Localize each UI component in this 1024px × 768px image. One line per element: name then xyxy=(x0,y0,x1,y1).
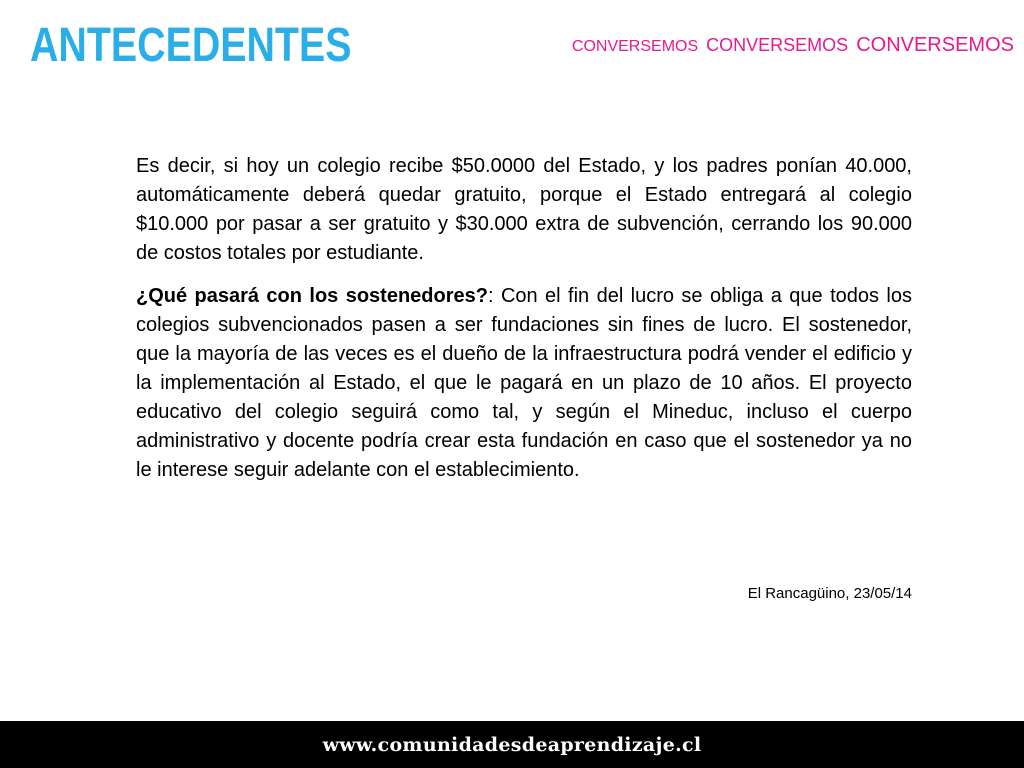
source-citation: El Rancagüino, 23/05/14 xyxy=(747,585,912,602)
main-content xyxy=(136,152,912,499)
tagline xyxy=(572,34,1014,57)
paragraph-heading: ¿Qué pasará con los sostenedores? xyxy=(136,285,488,307)
page-title: ANTECEDENTES xyxy=(30,19,352,72)
tagline-word: CONVERSEMOS xyxy=(856,34,1014,56)
paragraph-text: : Con el fin del lucro se obliga a que todos los colegios subvencionados pasen a ser fundaciones sin fines de lucro. El sostenedor, que la mayoría de las veces es el dueño de la infraestructura podrá vender el edificio y la implementación al Estado, el que le pagará en un plazo de 10 años. El proyecto educativo del colegio seguirá como tal, y según el Mineduc, incluso el cuerpo administrativo y docente podría crear esta fundación en caso que el sostenedor ya no le interese seguir adelante con el establecimiento. xyxy=(136,285,912,481)
tagline-word: CONVERSEMOS xyxy=(706,35,849,55)
footer-url: www.comunidadesdeaprendizaje.cl xyxy=(322,733,702,756)
footer-bar xyxy=(0,721,1024,768)
paragraph-funding: Es decir, si hoy un colegio recibe $50.0000 del Estado, y los padres ponían 40.000, automáticamente deberá quedar gratuito, porque el Estado entregará al colegio $10.000 por pasar a ser gratuito y $30.000 extra de subvención, cerrando los 90.000 de costos totales por estudiante. xyxy=(136,155,912,264)
paragraph-sostenedores xyxy=(136,282,912,485)
tagline-word: CONVERSEMOS xyxy=(571,38,699,55)
